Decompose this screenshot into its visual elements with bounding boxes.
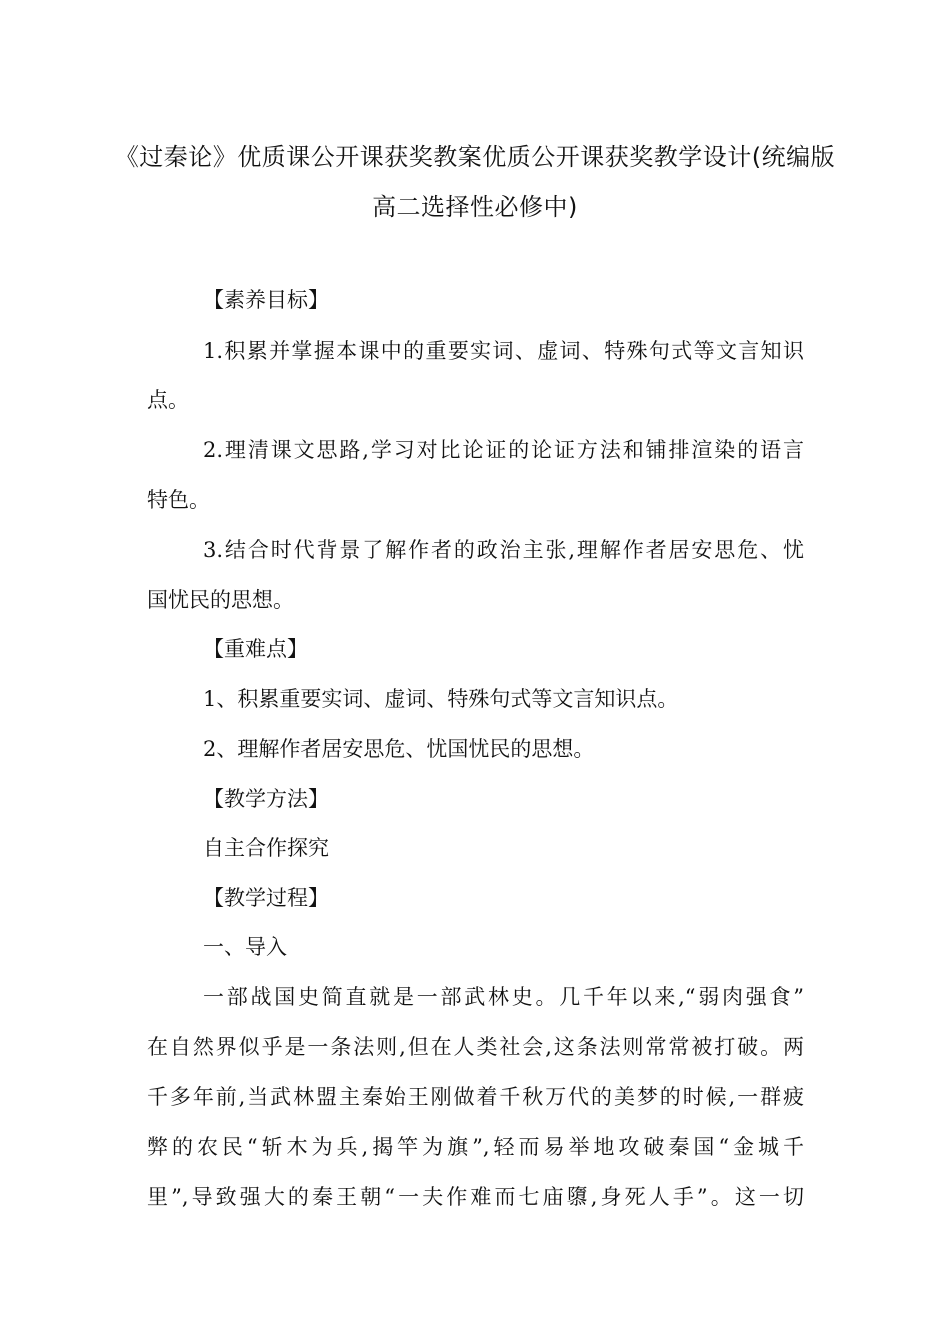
intro-paragraph-line-2: 在自然界似乎是一条法则,但在人类社会,这条法则常常被打破。两 xyxy=(147,1035,804,1059)
key-point-1: 1、积累重要实词、虚词、特殊句式等文言知识点。 xyxy=(203,687,679,711)
method-text: 自主合作探究 xyxy=(203,836,329,860)
intro-heading: 一、导入 xyxy=(203,935,287,959)
goal-2-line-1: 2.理清课文思路,学习对比论证的论证方法和铺排渲染的语言 xyxy=(203,438,804,462)
section-heading-goals: 【素养目标】 xyxy=(203,288,329,312)
goal-1-line-2: 点。 xyxy=(147,388,189,412)
document-title-line-2: 高二选择性必修中) xyxy=(372,193,578,221)
goal-2-line-2: 特色。 xyxy=(147,488,210,512)
goal-3-line-1: 3.结合时代背景了解作者的政治主张,理解作者居安思危、忧 xyxy=(203,538,804,562)
goal-1-line-1: 1.积累并掌握本课中的重要实词、虚词、特殊句式等文言知识 xyxy=(203,339,804,363)
intro-paragraph-line-5: 里”,导致强大的秦王朝“一夫作难而七庙隳,身死人手”。这一切 xyxy=(147,1185,804,1209)
intro-paragraph-line-4: 弊的农民“斩木为兵,揭竿为旗”,轻而易举地攻破秦国“金城千 xyxy=(147,1135,804,1159)
section-heading-method: 【教学方法】 xyxy=(203,787,329,811)
intro-paragraph-line-3: 千多年前,当武林盟主秦始王刚做着千秋万代的美梦的时候,一群疲 xyxy=(147,1085,804,1109)
section-heading-key-points: 【重难点】 xyxy=(203,637,308,661)
goal-3-line-2: 国忧民的思想。 xyxy=(147,588,294,612)
intro-paragraph-line-1: 一部战国史简直就是一部武林史。几千年以来,“弱肉强食” xyxy=(203,985,804,1009)
section-heading-process: 【教学过程】 xyxy=(203,886,329,910)
document-title-line-1: 《过秦论》优质课公开课获奖教案优质公开课获奖教学设计(统编版 xyxy=(114,143,836,171)
key-point-2: 2、理解作者居安思危、忧国忧民的思想。 xyxy=(203,737,595,761)
